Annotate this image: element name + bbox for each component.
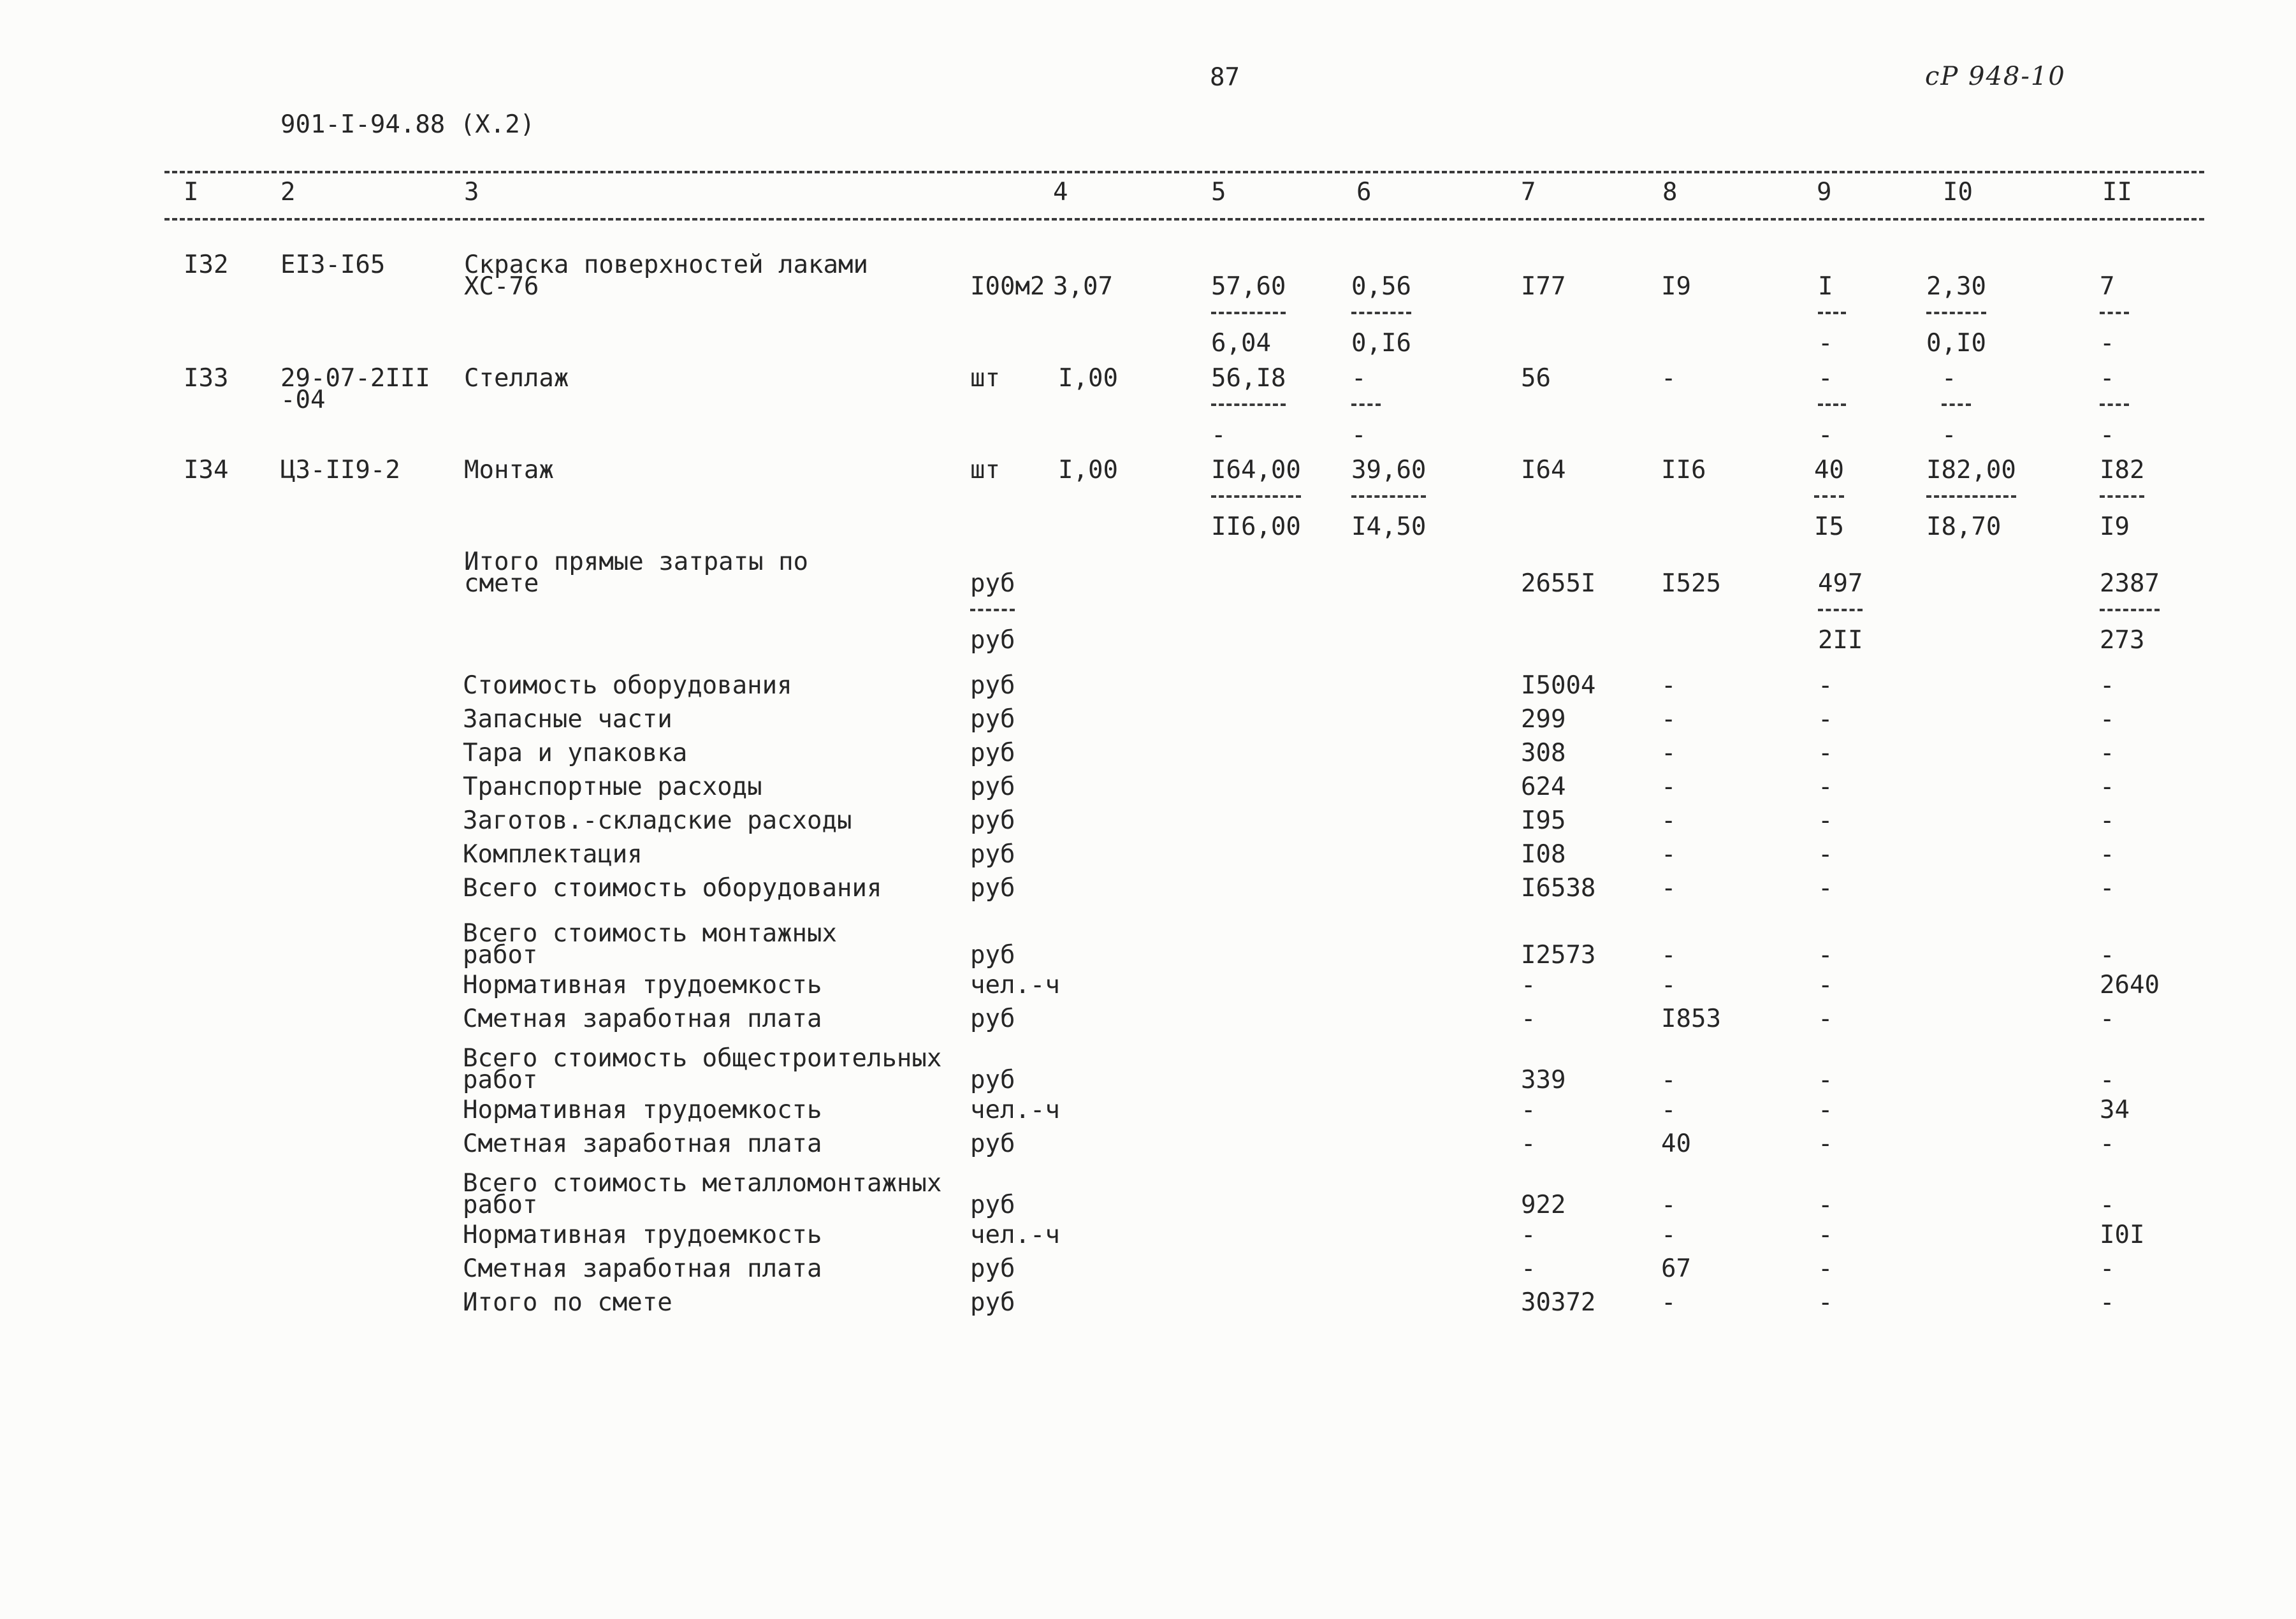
- total-cost: -: [1521, 1254, 1536, 1283]
- rate-code: 29-07-2III: [280, 364, 430, 393]
- col9-fraction: [1818, 274, 1846, 356]
- total-wages: -: [1661, 1191, 1676, 1219]
- total-wages: -: [1661, 1096, 1676, 1124]
- denominator: I9: [2100, 512, 2130, 541]
- row-number: I32: [184, 250, 229, 279]
- unit: руб: [970, 671, 1015, 700]
- denominator: II6,00: [1211, 512, 1301, 541]
- col9-value: -: [1818, 1096, 1833, 1124]
- unit: руб: [970, 705, 1015, 734]
- total-wages: II6: [1661, 456, 1706, 484]
- unit: руб: [970, 773, 1015, 801]
- total-wages: -: [1661, 364, 1676, 393]
- fraction-bar: [1942, 403, 1971, 416]
- col9-value: -: [1818, 705, 1833, 734]
- summary-label: Нормативная трудоемкость: [463, 971, 822, 999]
- col9-value: -: [1818, 671, 1833, 700]
- total-cost: I5004: [1521, 671, 1596, 700]
- unit-cost-fraction: [1211, 458, 1301, 539]
- unit: руб: [970, 1254, 1015, 1283]
- total-wages: -: [1661, 1066, 1676, 1094]
- denominator: -: [1211, 421, 1226, 449]
- total-cost: I95: [1521, 806, 1566, 835]
- col11-value: -: [2100, 874, 2115, 903]
- numerator: I64,00: [1211, 456, 1301, 484]
- unit: руб: [970, 1005, 1015, 1033]
- unit: руб: [970, 941, 1015, 969]
- col9-fraction: [1814, 458, 1844, 539]
- col11-value: -: [2100, 739, 2115, 767]
- column-header: 6: [1356, 178, 1372, 207]
- fraction-bar: [1818, 312, 1846, 324]
- unit: руб: [970, 874, 1015, 903]
- total-cost: -: [1521, 1005, 1536, 1033]
- col9-value: -: [1818, 941, 1833, 969]
- numerator: 0,56: [1351, 272, 1411, 301]
- denominator: -: [2100, 329, 2115, 358]
- unit: руб: [970, 1129, 1015, 1158]
- total-wages: -: [1661, 1288, 1676, 1317]
- summary-label: Стоимость оборудования: [463, 671, 792, 700]
- denominator: I5: [1814, 512, 1844, 541]
- row-number: I33: [184, 364, 229, 393]
- quantity: 3,07: [1053, 272, 1113, 301]
- column-header: 4: [1053, 178, 1068, 207]
- unit: шт: [970, 456, 1000, 484]
- total-wages: -: [1661, 739, 1676, 767]
- denominator: I8,70: [1926, 512, 2002, 541]
- total-cost: 624: [1521, 773, 1566, 801]
- total-wages: -: [1661, 874, 1676, 903]
- item-name: Скраска поверхностей лаками: [464, 250, 868, 279]
- summary-label: Всего стоимость оборудования: [463, 874, 882, 903]
- total-cost: I77: [1521, 272, 1566, 301]
- numerator: I82,00: [1926, 456, 2016, 484]
- summary-label-cont: работ: [463, 941, 538, 969]
- summary-label: Нормативная трудоемкость: [463, 1096, 822, 1124]
- numerator: I82: [2100, 456, 2145, 484]
- col11-value: 34: [2100, 1096, 2130, 1124]
- column-header: II: [2102, 178, 2132, 207]
- summary-label: Запасные части: [463, 705, 672, 734]
- summary-label: Транспортные расходы: [463, 773, 762, 801]
- column-header: 8: [1662, 178, 1678, 207]
- fraction-bar: [1818, 403, 1846, 416]
- summary-label: Сметная заработная плата: [463, 1129, 822, 1158]
- summary-label: Комплектация: [463, 840, 643, 869]
- numerator: 57,60: [1211, 272, 1286, 301]
- numerator: руб: [970, 569, 1015, 598]
- doc-code: 901-I-94.88 (X.2): [280, 110, 535, 139]
- quantity: I,00: [1058, 456, 1118, 484]
- column-header: 2: [280, 178, 296, 207]
- table-top-rule: [164, 171, 2204, 173]
- denominator: -: [2100, 421, 2115, 449]
- fraction-bar: [970, 609, 1015, 621]
- direct-costs-label-cont: смете: [464, 569, 539, 598]
- total-cost: -: [1521, 971, 1536, 999]
- col10-fraction: [1926, 274, 1986, 356]
- unit: I00м2: [970, 272, 1045, 301]
- col11-value: I0I: [2100, 1221, 2145, 1249]
- numerator: 497: [1818, 569, 1863, 598]
- item-name: Монтаж: [464, 456, 554, 484]
- col11-value: -: [2100, 1288, 2115, 1317]
- denominator: -: [1818, 329, 1833, 358]
- total-wages: -: [1661, 671, 1676, 700]
- summary-label: Итого по смете: [463, 1288, 672, 1317]
- fraction-bar: [1351, 403, 1381, 416]
- summary-label: Сметная заработная плата: [463, 1254, 822, 1283]
- col11-value: -: [2100, 1129, 2115, 1158]
- denominator: -: [1818, 421, 1833, 449]
- fraction-bar: [1351, 495, 1426, 508]
- total-cost: -: [1521, 1096, 1536, 1124]
- col9-fraction: [1818, 366, 1846, 447]
- numerator: 2,30: [1926, 272, 1986, 301]
- fraction-bar: [2100, 403, 2129, 416]
- unit: руб: [970, 1191, 1015, 1219]
- page-number: 87: [1210, 63, 1240, 92]
- total-wages: 40: [1661, 1129, 1691, 1158]
- total-wages: -: [1661, 941, 1676, 969]
- fraction-bar: [1211, 312, 1286, 324]
- col9-value: -: [1818, 840, 1833, 869]
- unit: чел.-ч: [970, 1096, 1060, 1124]
- summary-label: Всего стоимость монтажных: [463, 919, 837, 948]
- total-cost: 56: [1521, 364, 1551, 393]
- unit: руб: [970, 739, 1015, 767]
- summary-label: Заготов.-складские расходы: [463, 806, 852, 835]
- col9-value: -: [1818, 1221, 1833, 1249]
- quantity: I,00: [1058, 364, 1118, 393]
- col11-value: -: [2100, 1254, 2115, 1283]
- numerator: 2387: [2100, 569, 2160, 598]
- col11-value: -: [2100, 1191, 2115, 1219]
- col11-value: -: [2100, 1005, 2115, 1033]
- col11-value: -: [2100, 941, 2115, 969]
- unit-wages-fraction: [1351, 274, 1411, 356]
- handwritten-code: cP 948-10: [1925, 62, 2066, 91]
- col10-fraction: [1942, 366, 1971, 447]
- direct-costs-label: Итого прямые затраты по: [464, 548, 809, 576]
- column-header: 5: [1211, 178, 1226, 207]
- total-wages: -: [1661, 773, 1676, 801]
- summary-label: Тара и упаковка: [463, 739, 688, 767]
- col9-fraction: [1818, 571, 1863, 653]
- direct-unit-fraction: [970, 571, 1015, 653]
- numerator: -: [1818, 364, 1833, 393]
- fraction-bar: [1814, 495, 1844, 508]
- total-wages: I525: [1661, 569, 1721, 598]
- total-cost: 308: [1521, 739, 1566, 767]
- summary-label: Всего стоимость металломонтажных: [463, 1169, 942, 1198]
- item-name-cont: ХС-76: [464, 272, 539, 301]
- col11-value: 2640: [2100, 971, 2160, 999]
- fraction-bar: [2100, 312, 2129, 324]
- col11-fraction: [2100, 571, 2160, 653]
- total-cost: 922: [1521, 1191, 1566, 1219]
- unit: чел.-ч: [970, 1221, 1060, 1249]
- numerator: -: [2100, 364, 2115, 393]
- col11-value: -: [2100, 705, 2115, 734]
- numerator: -: [1942, 364, 1957, 393]
- row-number: I34: [184, 456, 229, 484]
- total-cost: 299: [1521, 705, 1566, 734]
- col9-value: -: [1818, 739, 1833, 767]
- fraction-bar: [2100, 495, 2144, 508]
- summary-label-cont: работ: [463, 1191, 538, 1219]
- denominator: I4,50: [1351, 512, 1427, 541]
- unit-wages-fraction: [1351, 366, 1381, 447]
- fraction-bar: [2100, 609, 2160, 621]
- unit-cost-fraction: [1211, 274, 1286, 356]
- total-wages: -: [1661, 840, 1676, 869]
- numerator: -: [1351, 364, 1367, 393]
- col9-value: -: [1818, 1254, 1833, 1283]
- total-cost: 339: [1521, 1066, 1566, 1094]
- column-header: I: [184, 178, 199, 207]
- total-wages: -: [1661, 1221, 1676, 1249]
- unit: руб: [970, 1066, 1015, 1094]
- summary-label: Нормативная трудоемкость: [463, 1221, 822, 1249]
- col9-value: -: [1818, 773, 1833, 801]
- numerator: 39,60: [1351, 456, 1427, 484]
- denominator: руб: [970, 626, 1015, 655]
- rate-code-cont: -04: [280, 386, 326, 414]
- numerator: 56,I8: [1211, 364, 1286, 393]
- unit-wages-fraction: [1351, 458, 1426, 539]
- unit: чел.-ч: [970, 971, 1060, 999]
- col9-value: -: [1818, 1288, 1833, 1317]
- col11-fraction: [2100, 458, 2144, 539]
- unit: руб: [970, 806, 1015, 835]
- column-header: 9: [1817, 178, 1832, 207]
- table-header-rule: [164, 218, 2204, 221]
- summary-label: Сметная заработная плата: [463, 1005, 822, 1033]
- denominator: 6,04: [1211, 329, 1271, 358]
- column-header: I0: [1943, 178, 1973, 207]
- col9-value: -: [1818, 1066, 1833, 1094]
- col9-value: -: [1818, 1191, 1833, 1219]
- numerator: I: [1818, 272, 1833, 301]
- rate-code: Ц3-II9-2: [280, 456, 400, 484]
- total-cost: I08: [1521, 840, 1566, 869]
- col11-value: -: [2100, 1066, 2115, 1094]
- denominator: 273: [2100, 626, 2145, 655]
- total-cost: -: [1521, 1129, 1536, 1158]
- rate-code: EI3-I65: [280, 250, 386, 279]
- col10-fraction: [1926, 458, 2016, 539]
- total-wages: -: [1661, 806, 1676, 835]
- col11-value: -: [2100, 806, 2115, 835]
- column-header: 7: [1521, 178, 1536, 207]
- numerator: 40: [1814, 456, 1844, 484]
- col9-value: -: [1818, 874, 1833, 903]
- total-cost: I2573: [1521, 941, 1596, 969]
- col9-value: -: [1818, 806, 1833, 835]
- fraction-bar: [1351, 312, 1411, 324]
- unit: шт: [970, 364, 1000, 393]
- col11-value: -: [2100, 773, 2115, 801]
- fraction-bar: [1818, 609, 1863, 621]
- total-cost: 30372: [1521, 1288, 1596, 1317]
- col9-value: -: [1818, 971, 1833, 999]
- total-cost: I6538: [1521, 874, 1596, 903]
- total-wages: 67: [1661, 1254, 1691, 1283]
- total-wages: I9: [1661, 272, 1691, 301]
- summary-label-cont: работ: [463, 1066, 538, 1094]
- numerator: 7: [2100, 272, 2115, 301]
- total-cost: 2655I: [1521, 569, 1596, 598]
- col11-fraction: [2100, 274, 2129, 356]
- denominator: -: [1942, 421, 1957, 449]
- total-wages: -: [1661, 705, 1676, 734]
- col9-value: -: [1818, 1129, 1833, 1158]
- unit-cost-fraction: [1211, 366, 1286, 447]
- denominator: 0,I0: [1926, 329, 1986, 358]
- total-wages: -: [1661, 971, 1676, 999]
- col11-fraction: [2100, 366, 2129, 447]
- fraction-bar: [1926, 495, 2016, 508]
- unit: руб: [970, 1288, 1015, 1317]
- denominator: 2II: [1818, 626, 1863, 655]
- col11-value: -: [2100, 840, 2115, 869]
- total-wages: I853: [1661, 1005, 1721, 1033]
- fraction-bar: [1211, 403, 1286, 416]
- column-header: 3: [464, 178, 479, 207]
- fraction-bar: [1211, 495, 1301, 508]
- fraction-bar: [1926, 312, 1986, 324]
- total-cost: -: [1521, 1221, 1536, 1249]
- summary-label: Всего стоимость общестроительных: [463, 1044, 942, 1073]
- denominator: 0,I6: [1351, 329, 1411, 358]
- item-name: Стеллаж: [464, 364, 569, 393]
- col11-value: -: [2100, 671, 2115, 700]
- denominator: -: [1351, 421, 1367, 449]
- col9-value: -: [1818, 1005, 1833, 1033]
- total-cost: I64: [1521, 456, 1566, 484]
- unit: руб: [970, 840, 1015, 869]
